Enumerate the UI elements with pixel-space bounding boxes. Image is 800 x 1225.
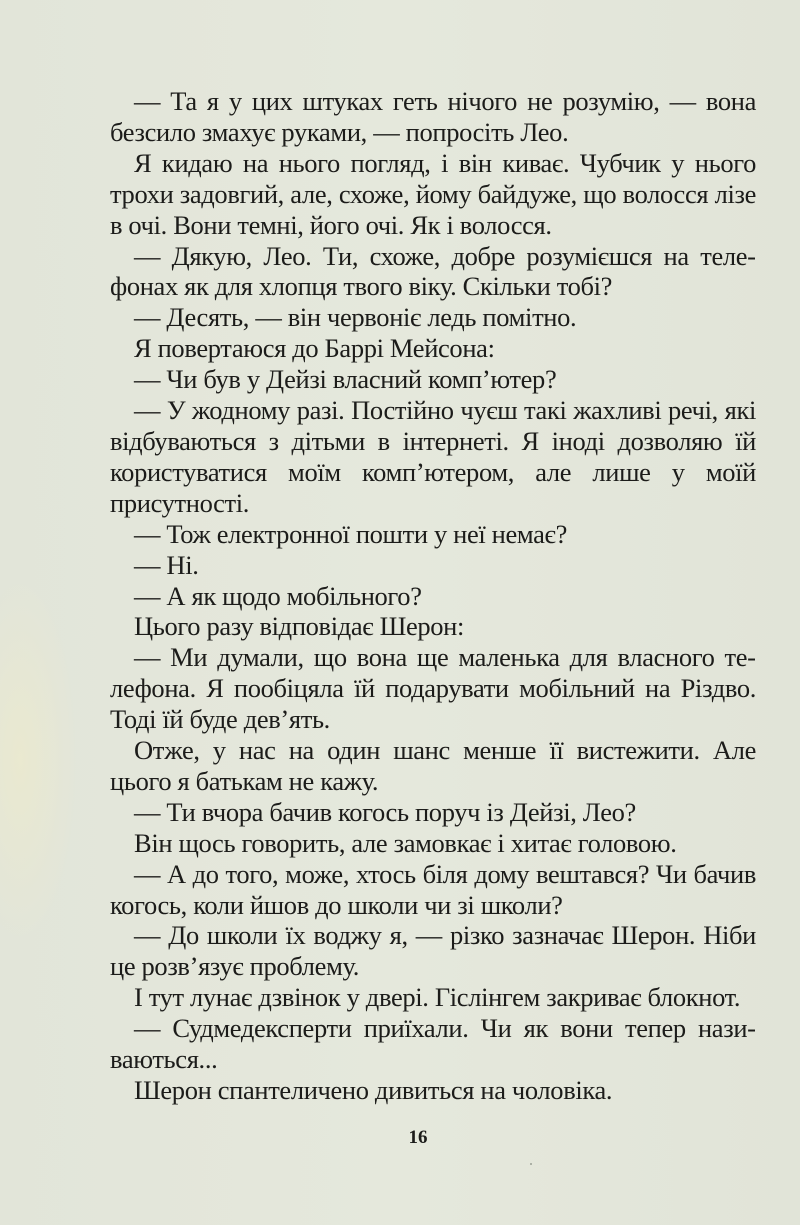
paragraph: Він щось говорить, але замовкає і хитає головою. [134,827,677,858]
paragraph: — Чи був у Дейзі власний комп’ютер? [134,364,557,395]
paragraph: — У жодному разі. Постійно чуєш такі жахливі речі, які відбуваються з дітьми в інтернеті. Я іноді дозволяю їй користуватися моїм комп’ютером, але лише у моїй присутності. [110,395,756,518]
paper-speck [530,1163,532,1165]
page-number: 16 [408,1127,428,1148]
paragraph: — До школи їх воджу я, — різко зазначає Шерон. Ніби це розв’язує проблему. [110,920,756,982]
paragraph: — Ми думали, що вона ще маленька для власного телефона. Я пообіцяла їй подарувати мобільний на Різдво. Тоді їй буде дев’ять. [110,642,756,735]
paragraph: — Дякую, Лео. Ти, схоже, добре розумієшся на телефонах як для хлопця твого віку. Скільки тобі? [110,240,756,302]
paragraph: — А як щодо мобільного? [134,580,422,611]
paragraph: — А до того, може, хтось біля дому вештався? Чи бачив когось, коли йшов до школи чи зі школи? [110,858,756,920]
paragraph: Цього разу відповідає Шерон: [134,611,465,642]
paragraph: — Десять, — він червоніє ледь помітно. [134,302,577,333]
paragraph: — Ні. [134,549,199,580]
paragraph: — Тож електронної пошти у неї немає? [134,518,567,549]
paragraph: І тут лунає дзвінок у двері. Гіслінгем закриває блокнот. [134,982,741,1013]
paragraph: Я кидаю на нього погляд, і він киває. Чубчик у нього трохи задовгий, але, схоже, йому байдуже, що волосся лізе в очі. Вони темні, його очі. Як і волосся. [110,147,756,240]
paragraph: Я повертаюся до Баррі Мейсона: [134,333,495,364]
paragraph: — Судмедексперти приїхали. Чи як вони тепер називаються... [110,1013,756,1075]
paragraph: Шерон спантеличено дивиться на чоловіка. [134,1075,613,1105]
body-text [110,86,756,1106]
paragraph: — Та я у цих штуках геть нічого не розумію, — вона безсило змахує руками, — попросіть Лео. [110,86,756,147]
paragraph: — Ти вчора бачив когось поруч із Дейзі, Лео? [134,796,636,827]
paragraph: Отже, у нас на один шанс менше її вистежити. Але цього я батькам не кажу. [110,735,756,796]
